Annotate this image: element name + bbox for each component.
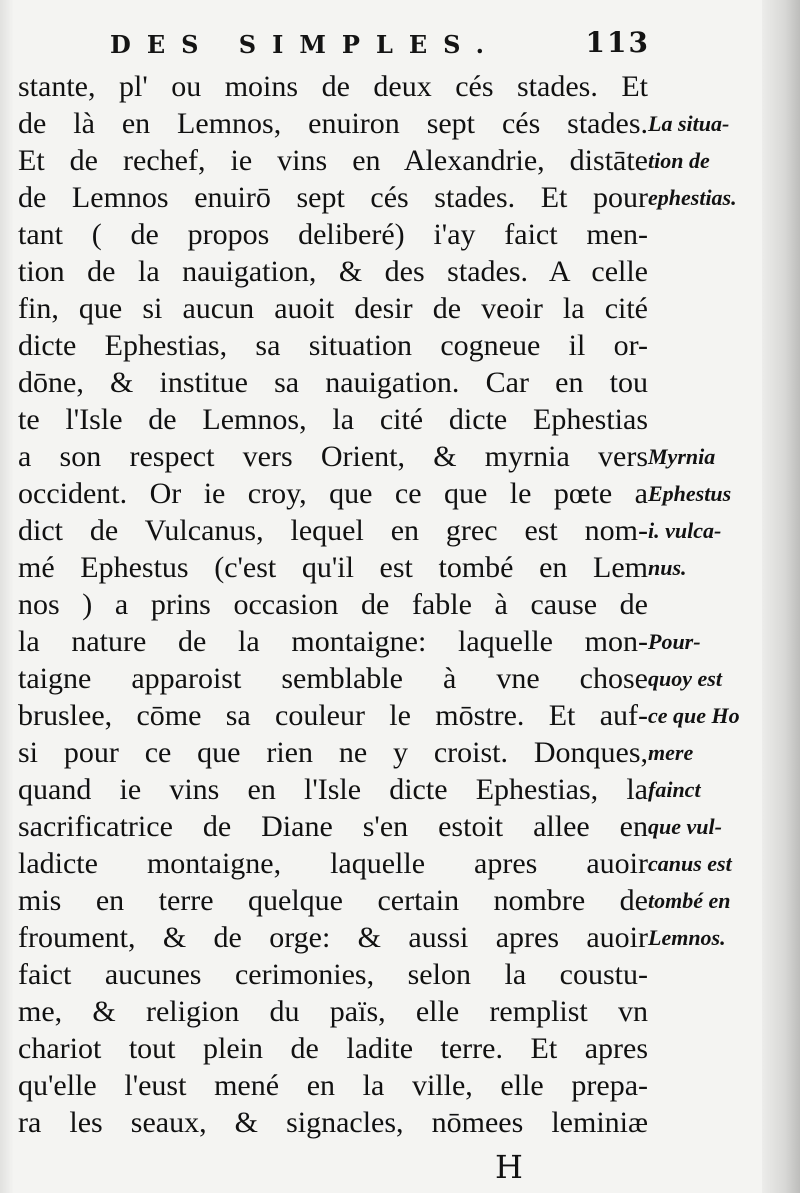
text-line: qu'elle l'eust mené en la ville, elle prepa- — [18, 1069, 648, 1102]
text-line: mis en terre quelque certain nombre de — [18, 884, 648, 917]
marginal-note-line: fainct — [648, 777, 701, 802]
text-line: dict de Vulcanus, lequel en grec est nom- — [18, 514, 648, 547]
text-line: ladicte montaigne, laquelle apres auoir — [18, 847, 648, 880]
page-gutter-shadow — [0, 0, 14, 1193]
text-line: fin, que si aucun auoit desir de veoir la cité — [18, 292, 648, 325]
text-line: quand ie vins en l'Isle dicte Ephestias, la — [18, 773, 648, 806]
text-line: a son respect vers Orient, & myrnia vers — [18, 440, 648, 473]
marginal-note-line: La situa- — [648, 111, 730, 136]
marginal-note-line: canus est — [648, 851, 732, 876]
marginal-note-line: quoy est — [648, 666, 722, 691]
text-line: taigne apparoist semblable à vne chose — [18, 662, 648, 695]
text-line: la nature de la montaigne: laquelle mon- — [18, 625, 648, 658]
marginal-note-line: Ephestus — [648, 481, 732, 506]
text-line: de Lemnos enuirō sept cés stades. Et pour — [18, 181, 648, 214]
text-line: bruslee, cōme sa couleur le mōstre. Et auf- — [18, 699, 648, 732]
main-text-block — [18, 68, 648, 1141]
text-line: chariot tout plein de ladite terre. Et apres — [18, 1032, 648, 1065]
marginal-note-line: ephestias. — [648, 185, 737, 210]
running-head: DES SIMPLES. — [110, 30, 500, 59]
marginal-note-situation — [648, 105, 766, 216]
page-number: 113 — [585, 26, 650, 59]
text-line: dicte Ephestias, sa situation cogneue il or- — [18, 329, 648, 362]
signature-mark: H — [495, 1148, 523, 1186]
marginal-note-line: ce que Ho — [648, 703, 740, 728]
marginal-note-line: tombé en — [648, 888, 731, 913]
text-line: me, & religion du païs, elle remplist vn — [18, 995, 648, 1028]
marginal-note-line: tion de — [648, 148, 710, 173]
text-line: stante, pl' ou moins de deux cés stades. Et — [18, 70, 648, 103]
marginal-note-myrnia — [648, 438, 766, 586]
marginal-note-line: Myrnia — [648, 444, 716, 469]
text-line: sacrificatrice de Diane s'en estoit allee en — [18, 810, 648, 843]
marginal-note-line: que vul- — [648, 814, 722, 839]
page-header — [110, 26, 650, 70]
text-line: si pour ce que rien ne y croist. Donques, — [18, 736, 648, 769]
text-line: faict aucunes cerimonies, selon la coustu- — [18, 958, 648, 991]
text-line: tant ( de propos deliberé) i'ay faict men- — [18, 218, 648, 251]
marginal-note-line: i. vulca- — [648, 518, 722, 543]
page-edge-shadow — [762, 0, 800, 1193]
text-line: Et de rechef, ie vins en Alexandrie, distāte — [18, 144, 648, 177]
marginal-note-line: mere — [648, 740, 694, 765]
marginal-note-line: Pour- — [648, 629, 701, 654]
text-line: occident. Or ie croy, que ce que le pœte a — [18, 477, 648, 510]
text-line: de là en Lemnos, enuiron sept cés stades. — [18, 107, 648, 140]
text-line: te l'Isle de Lemnos, la cité dicte Ephestias — [18, 403, 648, 436]
text-line: dōne, & institue sa nauigation. Car en tou — [18, 366, 648, 399]
text-line: froument, & de orge: & aussi apres auoir — [18, 921, 648, 954]
marginal-note-line: Lemnos. — [648, 925, 726, 950]
text-line: ra les seaux, & signacles, nōmees leminiæ — [18, 1106, 648, 1139]
text-line: tion de la nauigation, & des stades. A celle — [18, 255, 648, 288]
marginal-note-line: nus. — [648, 555, 687, 580]
text-line: nos ) a prins occasion de fable à cause de — [18, 588, 648, 621]
marginal-note-pourquoy — [648, 623, 766, 956]
text-line: mé Ephestus (c'est qu'il est tombé en Lem — [18, 551, 648, 584]
